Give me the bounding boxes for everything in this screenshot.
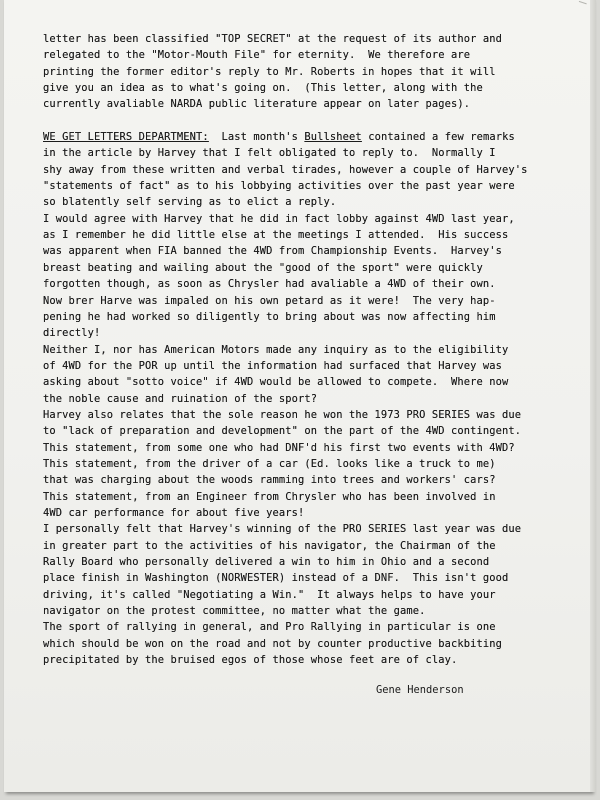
body-line: letter has been classified "TOP SECRET" at the request of its author and <box>43 33 503 45</box>
section-heading-line <box>43 129 583 145</box>
body-line: that was charging about the woods ramming into trees and workers' cars? <box>43 474 496 487</box>
body-line: This statement, from the driver of a car (Ed. looks like a truck to me) <box>43 457 496 470</box>
body-line: currently avaliable NARDA public literature appear on later pages). <box>43 98 471 111</box>
section-heading: WE GET LETTERS DEPARTMENT: <box>43 131 209 144</box>
body-line: which should be won on the road and not by counter productive backbiting <box>43 637 503 650</box>
body-line: navigator on the protest committee, no matter what the game. <box>43 605 426 618</box>
body-line: forgotten though, as soon as Chrysler had avaliable a 4WD of their own. <box>43 278 496 291</box>
body-line: I personally felt that Harvey's winning of the PRO SERIES last year was due <box>43 523 522 536</box>
letter-body <box>43 31 583 668</box>
body-line: driving, it's called "Negotiating a Win." It always helps to have your <box>43 588 496 601</box>
body-line: This statement, from an Engineer from Chrysler who has been involved in <box>43 490 496 503</box>
body-line: pening he had worked so diligently to bring about was now affecting him <box>43 310 496 323</box>
body-line: precipitated by the bruised egos of those whose feet are of clay. <box>43 654 458 667</box>
body-line: as I remember he did little else at the meetings I attended. His success <box>43 229 509 242</box>
body-line: in the article by Harvey that I felt obligated to reply to. Normally I <box>43 147 496 160</box>
section-intro-after: contained a few remarks <box>361 131 515 144</box>
bullsheet-title: Bullsheet <box>304 131 362 144</box>
blank-line <box>43 113 583 129</box>
body-line: so blatently self serving as to elict a reply. <box>43 196 337 209</box>
body-line: relegated to the "Motor-Mouth File" for eternity. We therefore are <box>43 49 471 62</box>
body-line: "statements of fact" as to his lobbying activities over the past year were <box>43 180 515 193</box>
body-line: Rally Board who personally delivered a win to him in Ohio and a second <box>43 556 490 568</box>
section-intro-before: Last month's <box>208 131 305 144</box>
body-line: Neither I, nor has American Motors made any inquiry as to the eligibility <box>43 343 509 356</box>
signature-name: Gene Henderson <box>376 684 464 696</box>
body-line: Harvey also relates that the sole reason he won the 1973 PRO SERIES was due <box>43 408 522 421</box>
body-line: Now brer Harve was impaled on his own petard as it were! The very hap- <box>43 294 496 307</box>
body-line: breast beating and wailing about the "good of the sport" were quickly <box>43 261 483 274</box>
body-line: directly! <box>43 327 101 340</box>
body-line: The sport of rallying in general, and Pro Rallying in particular is one <box>43 621 496 634</box>
body-line: give you an idea as to what's going on. (This letter, along with the <box>43 82 483 95</box>
body-line: I would agree with Harvey that he did in fact lobby against 4WD last year, <box>43 212 515 225</box>
body-line: was apparent when FIA banned the 4WD from Championship Events. Harvey's <box>43 245 503 258</box>
corner-mark <box>577 1 586 9</box>
body-line: the noble cause and ruination of the sport? <box>43 392 318 405</box>
body-line: asking about "sotto voice" if 4WD would be allowed to compete. Where now <box>43 376 509 389</box>
body-line: to "lack of preparation and development" on the part of the 4WD contingent. <box>43 425 522 438</box>
body-line: printing the former editor's reply to Mr. Roberts in hopes that it will <box>43 65 496 78</box>
body-line: in greater part to the activities of his navigator, the Chairman of the <box>43 539 496 552</box>
body-line: 4WD car performance for about five years! <box>43 506 305 519</box>
body-line: place finish in Washington (NORWESTER) instead of a DNF. This isn't good <box>43 572 509 585</box>
body-line: This statement, from some one who had DNF'd his first two events with 4WD? <box>43 441 515 454</box>
body-line: shy away from these written and verbal tirades, however a couple of Harvey's <box>43 163 528 176</box>
body-line: of 4WD for the POR up until the information had surfaced that Harvey was <box>43 359 503 372</box>
document-page <box>4 0 592 792</box>
